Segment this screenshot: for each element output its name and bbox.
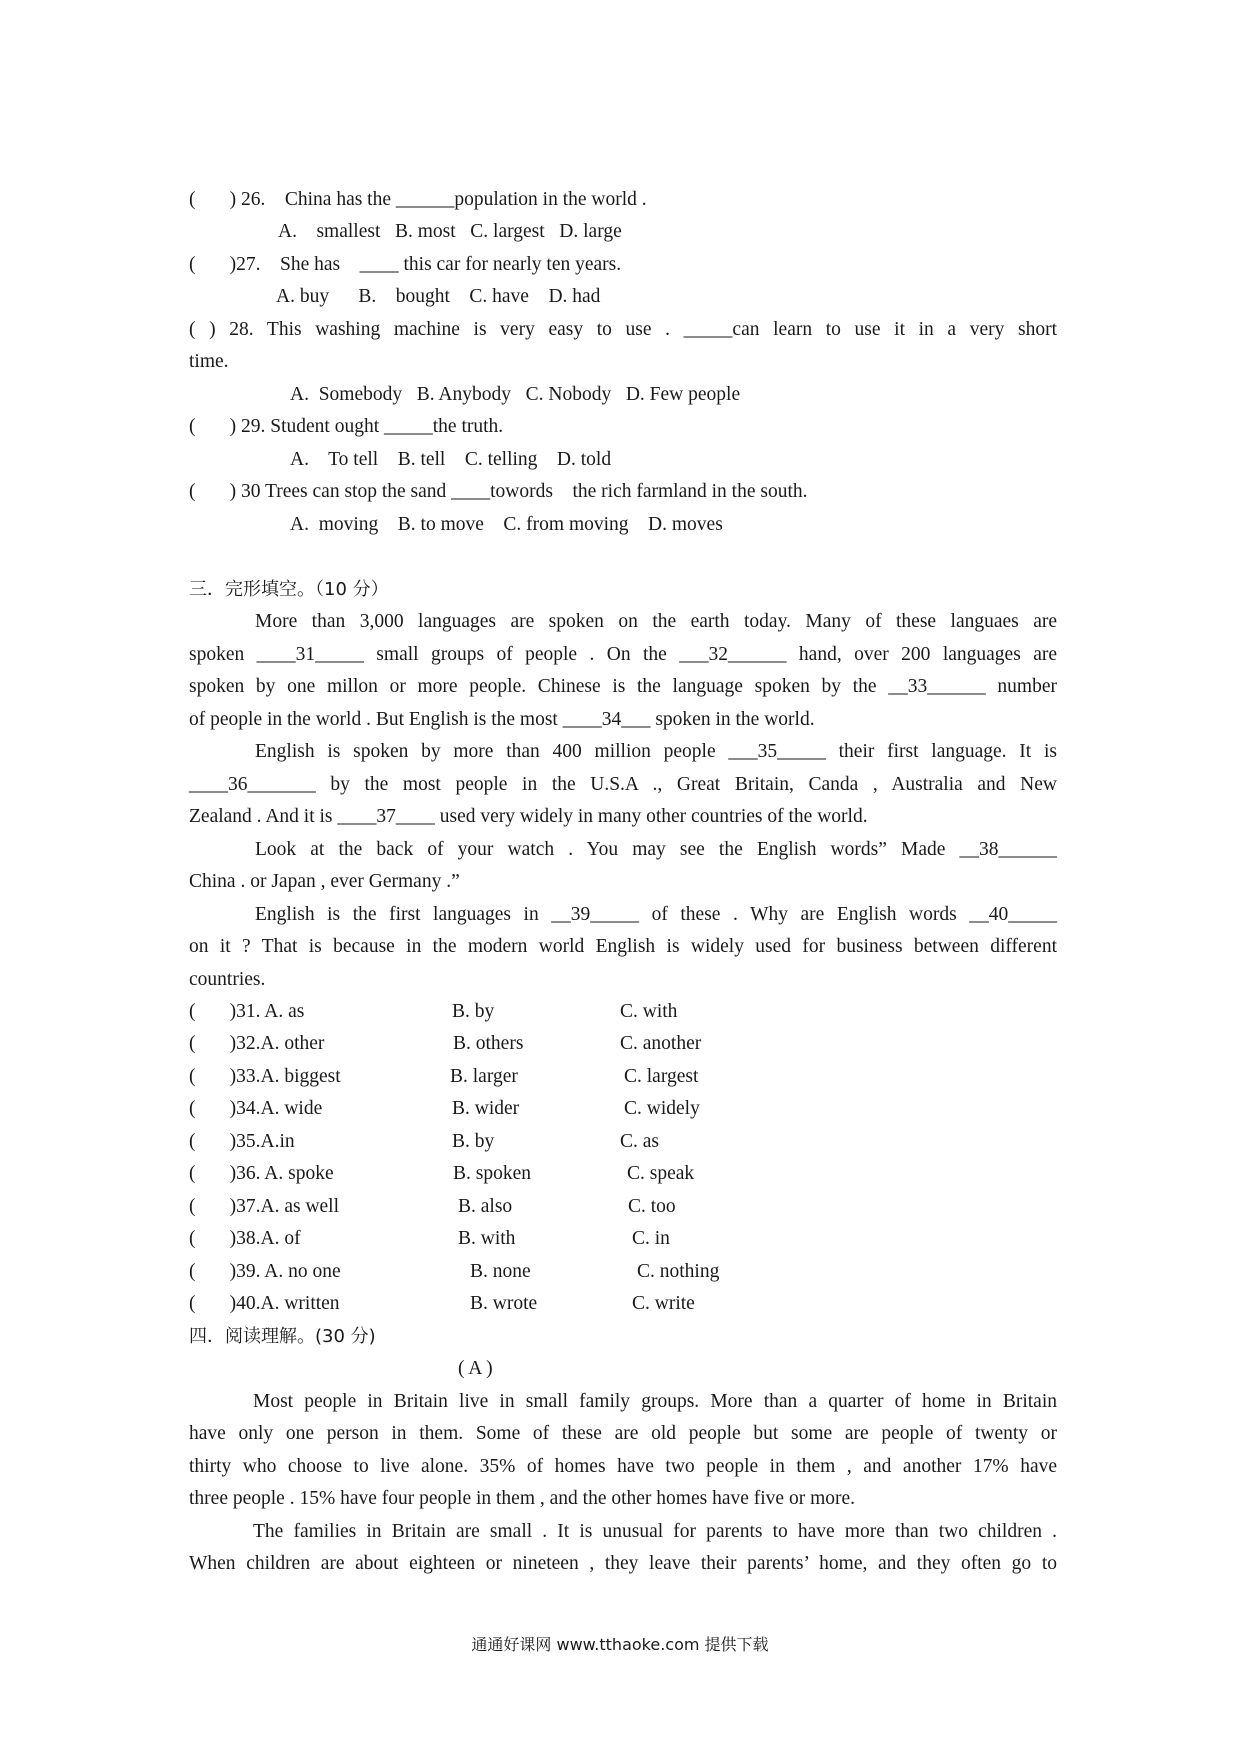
cloze-paragraph-line: English is the first languages in __39_____ of these . Why are English words __40_____ (255, 904, 1057, 925)
cloze-paragraph-line: Zealand . And it is ____37____ used very widely in many other countries of the world. (189, 806, 868, 827)
reading-paragraph-line: thirty who choose to live alone. 35% of homes have two people in them , and another 17% have (189, 1456, 1057, 1477)
question-34-a: ( )34.A. wide (189, 1098, 323, 1119)
question-26-stem: ( ) 26. China has the ______population in the world . (189, 189, 647, 210)
question-36-b: B. spoken (453, 1163, 531, 1184)
page-footer: 通通好课网 www.tthaoke.com 提供下载 (471, 1635, 769, 1654)
question-28-options: A. Somebody B. Anybody C. Nobody D. Few people (290, 384, 741, 405)
reading-heading: 四．阅读理解。(30 分) (189, 1326, 376, 1347)
cloze-paragraph-line: on it ? That is because in the modern world English is widely used for business between different (189, 936, 1057, 957)
question-28-stem-continued: time. (189, 351, 229, 372)
question-32-a: ( )32.A. other (189, 1033, 325, 1054)
reading-paragraph-line: have only one person in them. Some of these are old people but some are people of twenty or (189, 1423, 1057, 1444)
cloze-paragraph-line: English is spoken by more than 400 million people ___35_____ their first language. It is (255, 741, 1057, 762)
question-40-b: B. wrote (470, 1293, 538, 1314)
question-29-stem: ( ) 29. Student ought _____the truth. (189, 416, 504, 437)
cloze-paragraph-line: Look at the back of your watch . You may see the English words” Made __38______ (255, 839, 1057, 860)
question-33-a: ( )33.A. biggest (189, 1066, 341, 1087)
passage-label: ( A ) (458, 1358, 493, 1379)
question-26-options: A. smallest B. most C. largest D. large (278, 221, 622, 242)
question-35-b: B. by (452, 1131, 495, 1152)
question-35-c: C. as (620, 1131, 659, 1152)
question-30-options: A. moving B. to move C. from moving D. moves (290, 514, 723, 535)
question-32-b: B. others (453, 1033, 524, 1054)
cloze-paragraph-line: ____36_______ by the most people in the U.S.A ., Great Britain, Canda , Australia and New (189, 774, 1057, 795)
question-27-stem: ( )27. She has ____ this car for nearly ten years. (189, 254, 622, 275)
question-37-b: B. also (458, 1196, 513, 1217)
question-39-a: ( )39. A. no one (189, 1261, 341, 1282)
question-29-options: A. To tell B. tell C. telling D. told (290, 449, 612, 470)
cloze-paragraph-line: spoken ____31_____ small groups of people . On the ___32______ hand, over 200 languages are (189, 644, 1057, 665)
cloze-paragraph-line: of people in the world . But English is the most ____34___ spoken in the world. (189, 709, 815, 730)
question-33-c: C. largest (624, 1066, 699, 1087)
question-27-options: A. buy B. bought C. have D. had (276, 286, 601, 307)
reading-paragraph-line: Most people in Britain live in small family groups. More than a quarter of home in Britain (253, 1391, 1057, 1412)
question-38-a: ( )38.A. of (189, 1228, 301, 1249)
question-36-a: ( )36. A. spoke (189, 1163, 334, 1184)
question-33-b: B. larger (450, 1066, 518, 1087)
reading-paragraph-line: The families in Britain are small . It is unusual for parents to have more than two children . (253, 1521, 1057, 1542)
cloze-paragraph-line: China . or Japan , ever Germany .” (189, 871, 460, 892)
question-38-b: B. with (458, 1228, 516, 1249)
reading-paragraph-line: When children are about eighteen or nineteen , they leave their parents’ home, and they often go to (189, 1553, 1057, 1574)
question-31-b: B. by (452, 1001, 495, 1022)
question-36-c: C. speak (627, 1163, 695, 1184)
cloze-heading: 三．完形填空。（10 分） (189, 579, 389, 600)
question-40-c: C. write (632, 1293, 695, 1314)
question-30-stem: ( ) 30 Trees can stop the sand ____towords the rich farmland in the south. (189, 481, 808, 502)
cloze-paragraph-line: countries. (189, 969, 266, 990)
question-40-a: ( )40.A. written (189, 1293, 340, 1314)
question-39-b: B. none (470, 1261, 531, 1282)
question-37-c: C. too (628, 1196, 676, 1217)
question-38-c: C. in (632, 1228, 670, 1249)
question-35-a: ( )35.A.in (189, 1131, 295, 1152)
question-28-stem: ( ) 28. This washing machine is very easy to use . _____can learn to use it in a very short (189, 319, 1057, 340)
question-31-a: ( )31. A. as (189, 1001, 305, 1022)
cloze-paragraph-line: spoken by one millon or more people. Chinese is the language spoken by the __33______ number (189, 676, 1057, 697)
cloze-paragraph-line: More than 3,000 languages are spoken on the earth today. Many of these languaes are (255, 611, 1057, 632)
reading-paragraph-line: three people . 15% have four people in them , and the other homes have five or more. (189, 1488, 856, 1509)
question-37-a: ( )37.A. as well (189, 1196, 340, 1217)
question-34-c: C. widely (624, 1098, 700, 1119)
question-39-c: C. nothing (637, 1261, 720, 1282)
question-34-b: B. wider (452, 1098, 520, 1119)
question-32-c: C. another (620, 1033, 702, 1054)
question-31-c: C. with (620, 1001, 678, 1022)
